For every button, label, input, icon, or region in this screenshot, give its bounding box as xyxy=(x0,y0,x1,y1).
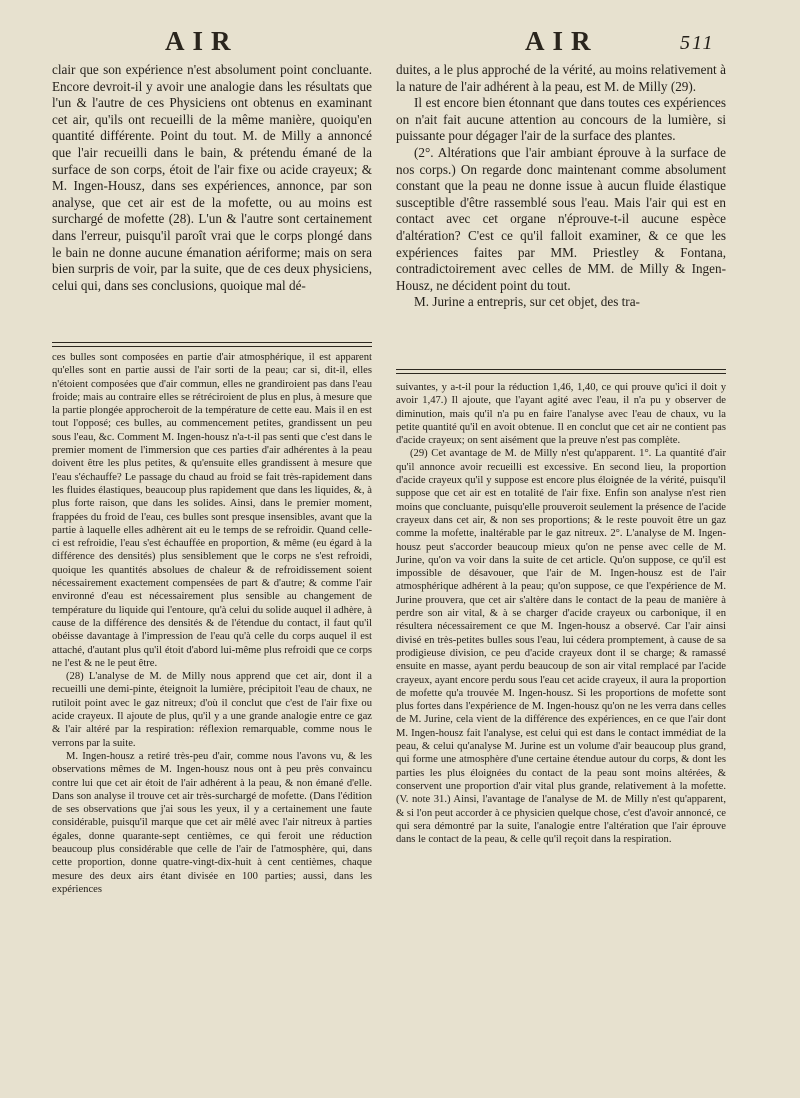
right-main-paragraph-2: Il est encore bien étonnant que dans toutes ces expériences on n'ait fait aucune attention au concours de la lumière, si puissante pour dégager l'air de la surface des plantes. xyxy=(396,95,726,144)
left-footnote-continuation: ces bulles sont composées en partie d'air atmosphérique, il est apparent qu'elles sont en partie aussi de l'air sorti de la peau; car si, dit-il, elles n'étoient composées que d'air commun, elles ne grandiroient pas dans l'eau froide; mais au contraire elles se rétréciroient de plus en plus, à mesure que la partie plongée approcheroit de la température de cette eau. Mais il en est tout l'opposé; ces bulles, au commencement petites, grandissent un peu sous l'eau, &c. Comment M. Ingen-housz n'a-t-il pas senti que c'est dans le premier moment de l'immersion que ces parties d'air adhérentes à la peau doivent être les plus petites, & qu'ensuite elles grandissent à mesure que l'eau s'échauffe? Le passage du chaud au froid se fait très-rapidement dans les fluides élastiques, beaucoup plus rapidement que dans les liquides, &, à plus forte raison, que dans les solides. Ainsi, dans le premier moment, frappées du froid de l'eau, ces bulles sont presque insensibles, avant que la partie à laquelle elles adhèrent ait eu le temps de se refroidir. Quand celle-ci est refroidie, l'eau s'est échauffée en proportion, & même (eu égard à la différence des densités) plus sensiblement que le corps ne s'est refroidi, quoique les quantités absolues de chaleur & de refroidissement soient nécessairement exactement compensées de part & d'autre; & comme l'air environné d'eau est nécessairement plus sensible au changement de température du liquide qui l'entoure, qu'à celui du solide auquel il adhère, à cause de la différence des densités & de l'étendue du contact, il faut qu'il obéisse davantage à l'impression de l'eau qu'à celle du corps auquel il est attaché, d'autant plus qu'il étoit d'abord lui-même plus refroidi que ce corps ne l'est & ne le peut être. xyxy=(52,352,372,669)
left-main-paragraph: clair que son expérience n'est absolument point concluante. Encore devroit-il y avoir une analogie dans les résultats que l'un & l'autre de ces Physiciens ont obtenus en examinant cet air, qu'ils ont recueilli de la même manière, quoiqu'en quantité différente. Point du tout. M. de Milly a annoncé que l'air recueilli dans le bain, & prétendu émané de la surface de son corps, étoit de l'air fixe ou acide crayeux; & M. Ingen-Housz, dans ses expériences, annonce, par son analyse, que cet air est de la mofette, ou au moins est surchargé de mofette (28). L'un & l'autre sont certainement dans l'erreur, puisqu'il paroît vrai que le corps plongé dans le bain ne donne aucune émanation aériforme; mais on sera bien surpris de voir, par la suite, que de ces deux physiciens, celui qui, dans ses conclusions, quoique mal dé- xyxy=(52,62,372,293)
left-running-title: AIR xyxy=(165,26,239,56)
left-column-main-text xyxy=(52,62,372,294)
right-main-paragraph-1: duites, a le plus approché de la vérité, au moins relativement à la nature de l'air adhérent à la peau, est M. de Milly (29). xyxy=(396,62,726,94)
page-number: 511 xyxy=(680,32,715,54)
right-main-paragraph-jurine: M. Jurine a entrepris, sur cet objet, des tra- xyxy=(414,294,640,310)
right-footnote-continuation: suivantes, y a-t-il pour la réduction 1,46, 1,40, ce qui prouve qu'ici il doit y avoir 1,47.) Il ajoute, que l'ayant agité avec l'eau, il n'a pu y observer de diminution, mais qu'il n'a pu en faire l'analyse avec l'eau de chaux, vu la petite quantité qu'il en avoit obtenue. Il en conclut que cet air ne contient pas d'acide crayeux; on sent aisément que la preuve n'est pas complète. xyxy=(396,382,726,447)
footnote-separator-left xyxy=(52,342,372,343)
left-column-footnotes xyxy=(52,351,372,896)
footnote-separator-right xyxy=(396,369,726,370)
footnote-28-continued: M. Ingen-housz a retiré très-peu d'air, comme nous l'avons vu, & les observations mêmes de M. Ingen-housz nous ont à peu près convaincu contre lui que cet air étoit de l'air adhérent à la peau, & non émané d'elle. Dans son analyse il trouve cet air très-surchargé de mofette. (Dans l'édition de ses observations que j'ai sous les yeux, il y a certainement une faute considérable, puisqu'il marque que cet air mêlé avec l'air nitreux à parties égales, donne quarante-sept centièmes, ce qui feroit une réduction beaucoup plus considérable que celle de l'air de l'atmosphère, qui, dans cette proportion, donne quatre-vingt-dix-huit à cent centièmes, chaque mesure des deux airs étant divisée en 100 parties; aussi, dans les expériences xyxy=(52,750,372,895)
footnote-separator-right-thin xyxy=(396,373,726,374)
right-main-section-altérations: (2°. Altérations que l'air ambiant éprouve à la surface de nos corps.) On regarde donc maintenant comme absolument constant que la peau ne donne issue à aucun fluide élastique susceptible d'être rassemblé sous l'eau. Mais l'air qui est en contact avec cet organe n'éprouve-t-il aucune espèce d'altération? C'est ce qu'il falloit examiner, & ce que les expériences faites par MM. Priestley & Fontana, contradictoirement avec celles de MM. de Milly & Ingen-Housz, ne décident point du tout. xyxy=(396,144,726,293)
right-column-main-text xyxy=(396,62,726,311)
footnote-28: (28) L'analyse de M. de Milly nous apprend que cet air, dont il a recueilli une demi-pinte, éteignoit la lumière, précipitoit l'eau de chaux, ne rutiloit point avec le gaz nitreux; d'où il conclut que c'est de l'air fixe ou acide crayeux. Il ajoute de plus, qu'il y a une grande analogie entre ce gaz & l'air altéré par la respiration: réflexion remarquable, comme nous le verrons par la suite. xyxy=(52,671,372,749)
running-header xyxy=(0,26,800,60)
right-running-title: AIR xyxy=(525,26,599,56)
footnote-29: (29) Cet avantage de M. de Milly n'est qu'apparent. 1°. La quantité d'air qu'il annonce avoir recueilli est excessive. En second lieu, la proportion d'acide crayeux qu'il y suppose est encore plus éloignée de la vérité, puisqu'il suppose que cet air est en totalité de l'air fixe. Enfin son analyse n'est rien moins que concluante, puisqu'elle prouveroit seulement la présence de l'acide crayeux dans cet air, & non ses proportions; & le reste pouvoit être un gaz comme la mofette, inaltérable par le gaz nitreux. 2°. L'analyse de M. Ingen-housz peut s'accorder beaucoup mieux qu'on ne pense avec celle de M. Jurine, qu'on va voir dans la suite de cet article. Qu'on suppose, ce qu'il est impossible de désavouer, que l'air de M. Ingen-housz est de l'air atmosphérique adhérent à la peau; qu'on suppose, ce que l'expérience de M. Jurine prouvera, que cet air s'altère dans le contact de la peau de manière à perdre son air vital, & à se charger d'acide crayeux ou carbonique, il en résultera nécessairement ce que M. Ingen-housz a observé. Car l'air ainsi divisé en très-petites bulles sous l'eau, lui cédera promptement, à cause de sa prodigieuse division, ce peu d'acide crayeux dont il se charge; & ramassé ensuite en masse, ayant perdu beaucoup de son air vital remplacé par l'acide crayeux, ayant encore perdu sous l'eau cet acide crayeux, il aura la proportion de mofette qu'a trouvée M. Ingen-housz. Si les proportions de mofette sont plus fortes dans l'expérience de M. Ingen-housz qu'on ne les verra dans celles de M. Jurine, cela vient de la différence des expériences, en ce que l'air dont M. Ingen-housz fait l'analyse, est celui qui est dans le contact immédiat de la peau, & celui qu'analyse M. Jurine est un volume d'air beaucoup plus grand, qui forme une atmosphère d'une certaine étendue autour du corps, & dont les parties les plus éloignées du contact de la peau sont moins altérées, & conservent une proportion d'air vital plus grande, relativement à la mofette. (V. note 31.) Ainsi, l'avantage de l'analyse de M. de Milly n'est qu'apparent, & si l'on peut accorder à ce physicien quelque chose, c'est d'avoir annoncé, ce qui sera démontré par la suite, l'analogie entre l'altération que l'air éprouve dans le contact de la peau, & celle qu'il reçoit dans la respiration. xyxy=(396,448,726,846)
right-column-footnotes xyxy=(396,381,726,846)
footnote-separator-left-thin xyxy=(52,346,372,347)
